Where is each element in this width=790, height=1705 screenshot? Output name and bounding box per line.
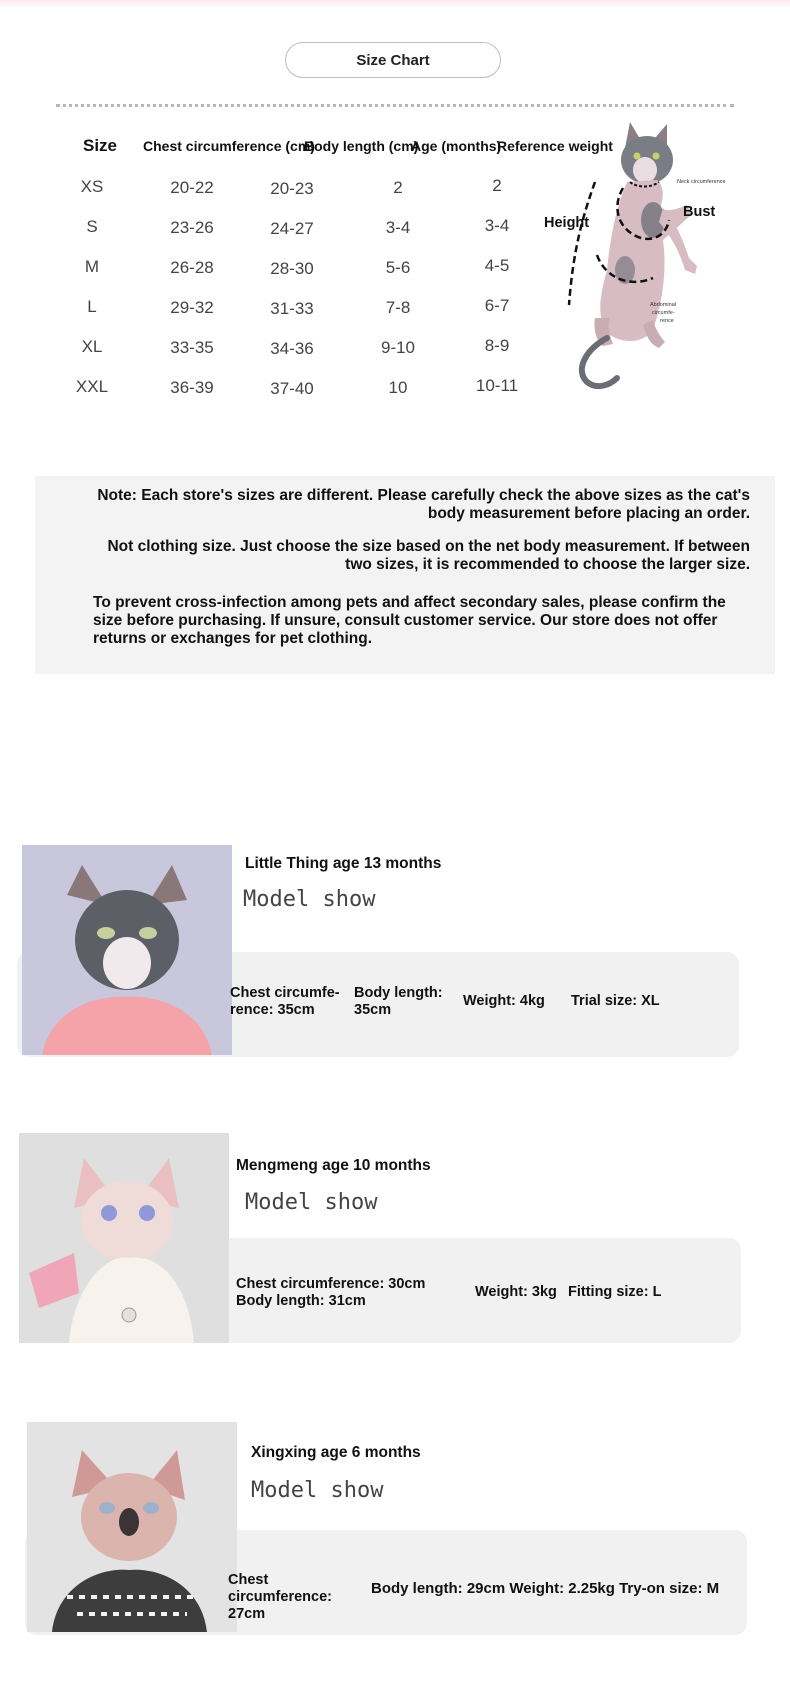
table-cell: 3-4 [484,216,510,235]
table-cell: 10 [388,378,408,397]
cat-eye [99,1502,115,1514]
table-cell: 36-39 [170,378,214,397]
table-cell: 20-22 [170,178,214,197]
table-cell: 7-8 [385,298,411,317]
table-cell: 33-35 [170,338,214,357]
model-length-weight-size: Body length: 29cm Weight: 2.25kg Try-on size: M [371,1580,720,1597]
model-show-label: Model show [243,887,376,912]
model-name: Xingxing age 6 months [251,1444,421,1461]
model-chest: Chest circumference: 27cm [228,1572,332,1622]
model-show-label: Model show [251,1478,384,1503]
abdomen-label: rence [660,318,674,324]
cat-eye [634,153,641,160]
table-cell: 9-10 [380,338,416,357]
table-cell: S [86,217,98,236]
cat-tail [582,338,617,386]
cat-head [81,1181,173,1261]
table-cell: XL [81,337,103,356]
cat-eye [139,927,157,939]
cat-leg [643,320,665,348]
table-cell: L [87,297,97,316]
table-cell: 24-27 [270,219,314,238]
top-accent-bar [0,0,790,8]
cat-body [600,180,691,341]
cat-measurement-diagram [544,120,740,405]
table-cell: 23-26 [170,218,214,237]
table-cell: 6-7 [484,296,510,315]
model-body-length: Body length: 35cm [354,985,443,1018]
table-cell: 31-33 [270,299,314,318]
notes-panel [35,476,775,674]
header-weight: Reference weight [497,138,613,154]
model-photo-mengmeng [19,1133,229,1343]
note-body-measurement: Not clothing size. Just choose the size based on the net body measurement. If between two sizes, it is recommended to choose the larger size. [107,538,750,573]
note-store-sizes: Note: Each store's sizes are different. Please carefully check the above sizes as the cat's body measurement before placing an order. [97,487,750,522]
neck-label: Neck circumference [677,179,726,185]
bust-label: Bust [683,204,716,220]
table-cell: 20-23 [270,179,314,198]
table-cell: 29-32 [170,298,214,317]
table-cell: 5-6 [385,258,411,277]
size-chart-title: Size Chart [285,42,501,78]
model-weight: Weight: 4kg [463,993,545,1009]
model-card-xingxing [0,1420,790,1650]
cat-muzzle [103,937,151,989]
table-cell: 28-30 [270,259,314,278]
table-cell: 34-36 [270,339,314,358]
table-cell: 26-28 [170,258,214,277]
model-photo-little-thing [22,845,232,1055]
header-size: Size [83,136,118,155]
cat-eye [139,1205,155,1221]
model-chest-length: Chest circumference: 30cm Body length: 31cm [236,1276,426,1309]
model-size: Fitting size: L [568,1284,662,1300]
height-label: Height [544,215,590,231]
cat-eye [653,153,660,160]
abdomen-label: Abdominal [650,302,676,308]
cat-dark-nose [119,1508,139,1536]
model-card-little-thing [0,840,790,1070]
header-chest: Chest circumference (cm) [143,138,315,154]
table-cell: XS [80,177,104,196]
table-cell: 37-40 [270,379,314,398]
cat-eye [97,927,115,939]
model-chest: Chest circumfe-rence: 35cm [230,985,340,1018]
table-cell: 2 [492,176,502,195]
cat-muzzle [633,157,657,183]
note-no-returns: To prevent cross-infection among pets and affect secondary sales, please confirm the size before purchasing. If unsure, consult customer service. Our store does not offer returns or exchanges for pet clothing. [93,594,726,647]
cat-eye [101,1205,117,1221]
table-cell: 10-11 [475,376,519,395]
cat-eye [143,1502,159,1514]
table-cell: 4-5 [484,256,510,275]
model-card-mengmeng [0,1130,790,1360]
model-photo-xingxing [27,1422,237,1632]
model-name: Mengmeng age 10 months [236,1157,431,1174]
table-cell: XXL [75,377,109,396]
header-body-length: Body length (cm) [304,138,419,154]
abdomen-label: circumfe- [652,310,675,316]
model-weight: Weight: 3kg [475,1284,557,1300]
table-cell: 3-4 [385,218,411,237]
model-show-label: Model show [245,1190,378,1215]
header-age: Age (months) [411,138,502,154]
table-cell: M [84,257,100,276]
height-measure-line [569,182,595,305]
cat-pendant [122,1308,136,1322]
model-name: Little Thing age 13 months [245,855,442,872]
dotted-divider [56,104,734,107]
model-size: Trial size: XL [571,993,660,1009]
table-cell: 8-9 [484,336,510,355]
table-cell: 2 [393,178,403,197]
